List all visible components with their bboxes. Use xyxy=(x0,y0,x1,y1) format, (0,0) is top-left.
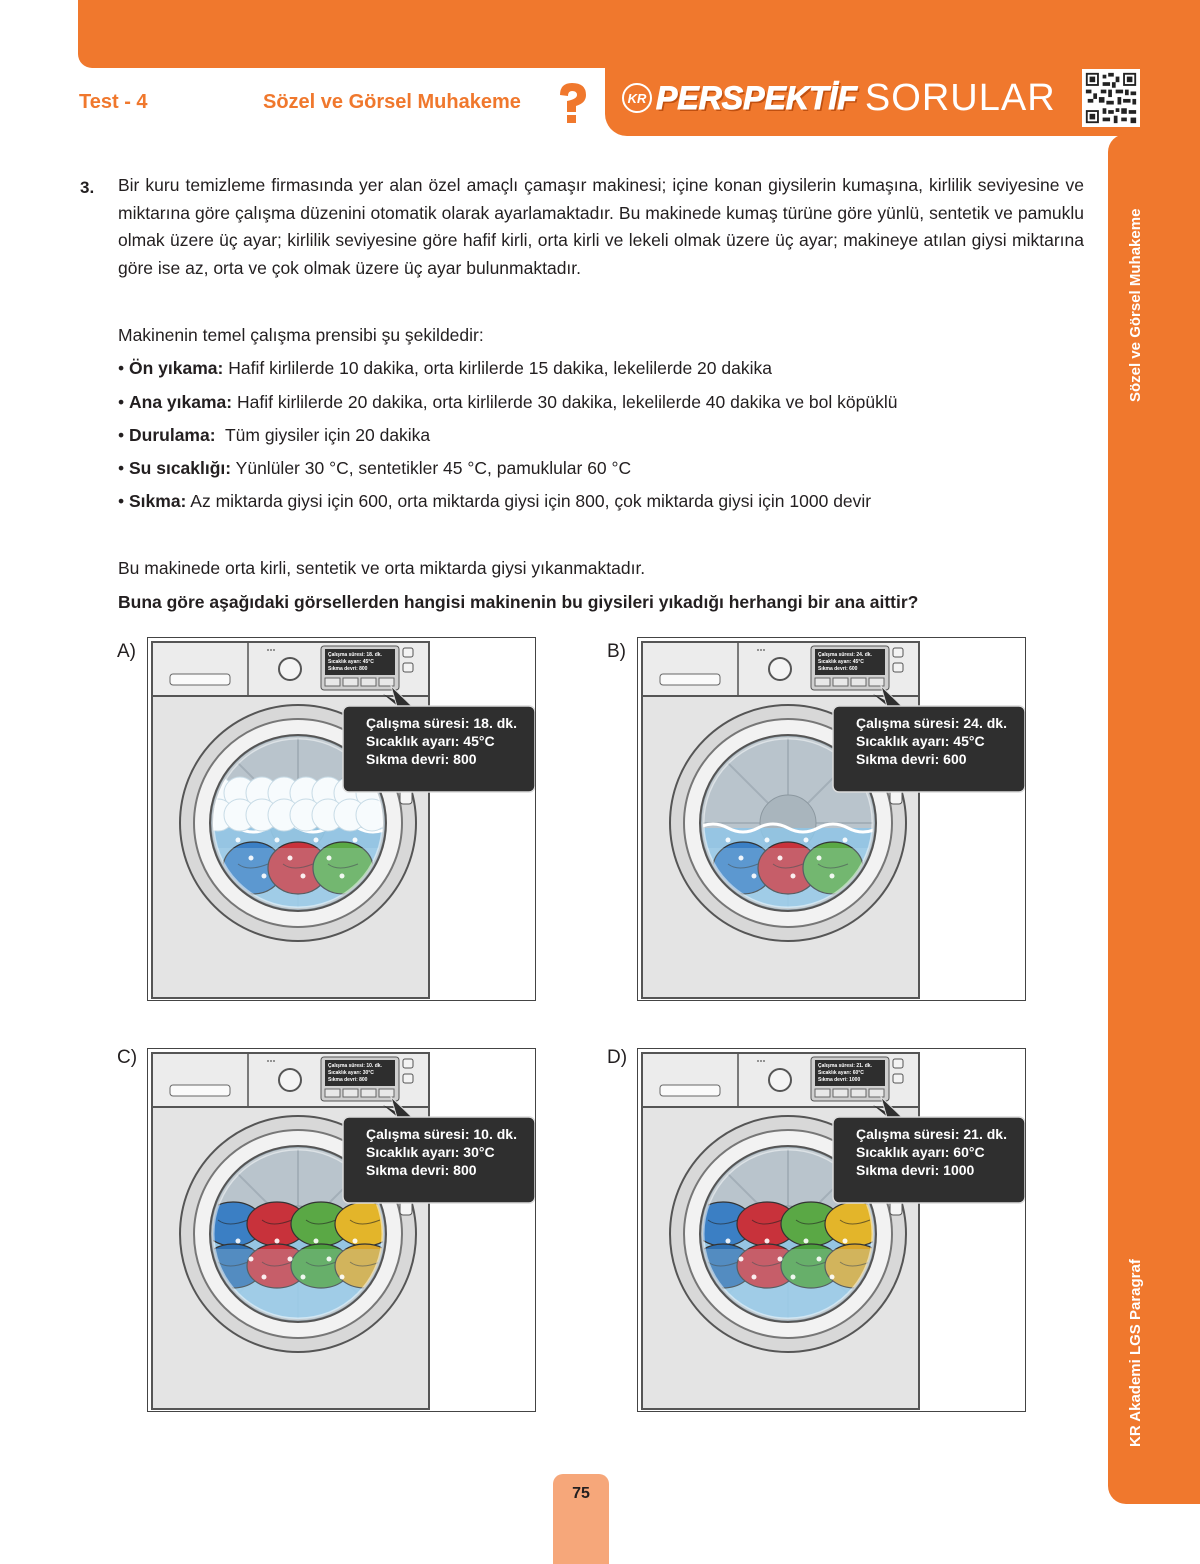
callout-line: Çalışma süresi: 18. dk. xyxy=(366,715,517,731)
brand-kr-mark: KR xyxy=(622,83,652,113)
callout-line: Sıcaklık ayarı: 45°C xyxy=(366,733,495,749)
rule-term: Durulama: xyxy=(129,425,216,445)
rule-text: Hafif kirlilerde 20 dakika, orta kirlilerde 30 dakika, lekelilerde 40 dakika ve bol köpüklü xyxy=(232,392,898,412)
washing-machine-illustration xyxy=(148,638,536,1001)
mini-display-line: Çalışma süresi: 10. dk. xyxy=(328,1063,382,1069)
mini-display-line: Sıcaklık ayarı: 30°C xyxy=(328,1070,374,1076)
callout-line: Çalışma süresi: 24. dk. xyxy=(856,715,1007,731)
option-a-image[interactable] xyxy=(147,637,536,1001)
option-d-label[interactable]: D) xyxy=(607,1047,628,1068)
mini-display-line: Sıcaklık ayarı: 45°C xyxy=(328,659,374,665)
mini-display-line: Sıkma devri: 800 xyxy=(328,666,368,672)
page-number: 75 xyxy=(572,1485,590,1502)
option-a-label[interactable]: A) xyxy=(117,641,136,662)
option-d-image[interactable] xyxy=(637,1048,1026,1412)
subject-title: Sözel ve Görsel Muhakeme xyxy=(263,91,521,113)
situation-text: Bu makinede orta kirli, sentetik ve orta miktarda giysi yıkanmaktadır. xyxy=(118,558,646,578)
callout-line: Sıcaklık ayarı: 45°C xyxy=(856,733,985,749)
washing-machine-illustration xyxy=(638,1049,1026,1412)
rule-text: Az miktarda giysi için 600, orta miktarda giysi için 800, çok miktarda giysi için 1000 devir xyxy=(186,491,872,511)
callout-line: Sıcaklık ayarı: 30°C xyxy=(366,1144,495,1160)
rule-term: Ana yıkama: xyxy=(129,392,233,412)
mini-display-line: Sıcaklık ayarı: 45°C xyxy=(818,659,864,665)
option-c-image[interactable] xyxy=(147,1048,536,1412)
brand-bold-text: PERSPEKTİF xyxy=(656,79,857,116)
callout-line: Sıkma devri: 800 xyxy=(366,1162,477,1178)
rule-text: Tüm giysiler için 20 dakika xyxy=(215,425,431,445)
principle-intro: Makinenin temel çalışma prensibi şu şekildedir: xyxy=(118,325,484,345)
rule-term: Su sıcaklığı: xyxy=(129,458,232,478)
header-bar xyxy=(78,0,1200,68)
rule-item: • Sıkma: Az miktarda giysi için 600, orta miktarda giysi için 800, çok miktarda giysi için 1000 devir xyxy=(118,491,872,511)
rule-term: Ön yıkama: xyxy=(129,358,224,378)
callout-line: Sıcaklık ayarı: 60°C xyxy=(856,1144,985,1160)
question-prompt: Buna göre aşağıdaki görsellerden hangisi makinenin bu giysileri yıkadığı herhangi bir ana aittir? xyxy=(118,592,919,612)
mini-display-line: Çalışma süresi: 21. dk. xyxy=(818,1063,872,1069)
callout-line: Sıkma devri: 600 xyxy=(856,751,967,767)
rule-item: • Ön yıkama: Hafif kirlilerde 10 dakika, orta kirlilerde 15 dakika, lekelilerde 20 dakika xyxy=(118,358,772,378)
rule-item: • Ana yıkama: Hafif kirlilerde 20 dakika, orta kirlilerde 30 dakika, lekelilerde 40 dakika ve bol köpüklü xyxy=(118,392,898,412)
rule-text: Yünlüler 30 °C, sentetikler 45 °C, pamuklular 60 °C xyxy=(231,458,632,478)
washing-machine-illustration xyxy=(148,1049,536,1412)
question-number: 3. xyxy=(80,178,95,197)
rule-term: Sıkma: xyxy=(129,491,187,511)
rule-item: • Durulama: Tüm giysiler için 20 dakika xyxy=(118,425,431,445)
qr-code-icon[interactable] xyxy=(1082,69,1140,127)
question-intro: Bir kuru temizleme firmasında yer alan özel amaçlı çamaşır makinesi; içine konan giysilerin kumaşına, kirlilik seviyesine ve miktarına göre çalışma düzenini otomatik olarak ayarlamaktadır. Bu makinede kumaş türüne göre yünlü, sentetik ve pamuklu olmak üzere üç ayar; kirlilik seviyesine göre hafif kirli, orta kirli ve lekeli olmak üzere üç ayar; makineye atılan giysi miktarına göre ise az, orta ve çok olmak üzere üç ayar bulunmaktadır. xyxy=(118,175,1084,278)
mini-display-line: Sıkma devri: 800 xyxy=(328,1077,368,1083)
option-c-label[interactable]: C) xyxy=(117,1047,138,1068)
brand-thin-text: SORULAR xyxy=(864,76,1056,119)
mini-display-line: Çalışma süresi: 24. dk. xyxy=(818,652,872,658)
callout-line: Çalışma süresi: 21. dk. xyxy=(856,1126,1007,1142)
question-mark-logo-icon xyxy=(542,75,602,129)
callout-line: Çalışma süresi: 10. dk. xyxy=(366,1126,517,1142)
mini-display-line: Sıkma devri: 1000 xyxy=(818,1077,861,1083)
callout-line: Sıkma devri: 1000 xyxy=(856,1162,975,1178)
side-title-top: Sözel ve Görsel Muhakeme xyxy=(1127,208,1144,402)
washing-machine-illustration xyxy=(638,638,1026,1001)
mini-display-line: Sıcaklık ayarı: 60°C xyxy=(818,1070,864,1076)
rule-item: • Su sıcaklığı: Yünlüler 30 °C, sentetikler 45 °C, pamuklular 60 °C xyxy=(118,458,632,478)
test-label: Test - 4 xyxy=(79,91,148,113)
rule-text: Hafif kirlilerde 10 dakika, orta kirlilerde 15 dakika, lekelilerde 20 dakika xyxy=(223,358,772,378)
mini-display-line: Çalışma süresi: 18. dk. xyxy=(328,652,382,658)
side-title-bottom: KR Akademi LGS Paragraf xyxy=(1127,1259,1144,1447)
option-b-image[interactable] xyxy=(637,637,1026,1001)
brand-logo xyxy=(622,70,1056,126)
callout-line: Sıkma devri: 800 xyxy=(366,751,477,767)
option-b-label[interactable]: B) xyxy=(607,641,626,662)
side-strip xyxy=(1108,134,1200,1504)
mini-display-line: Sıkma devri: 600 xyxy=(818,666,858,672)
